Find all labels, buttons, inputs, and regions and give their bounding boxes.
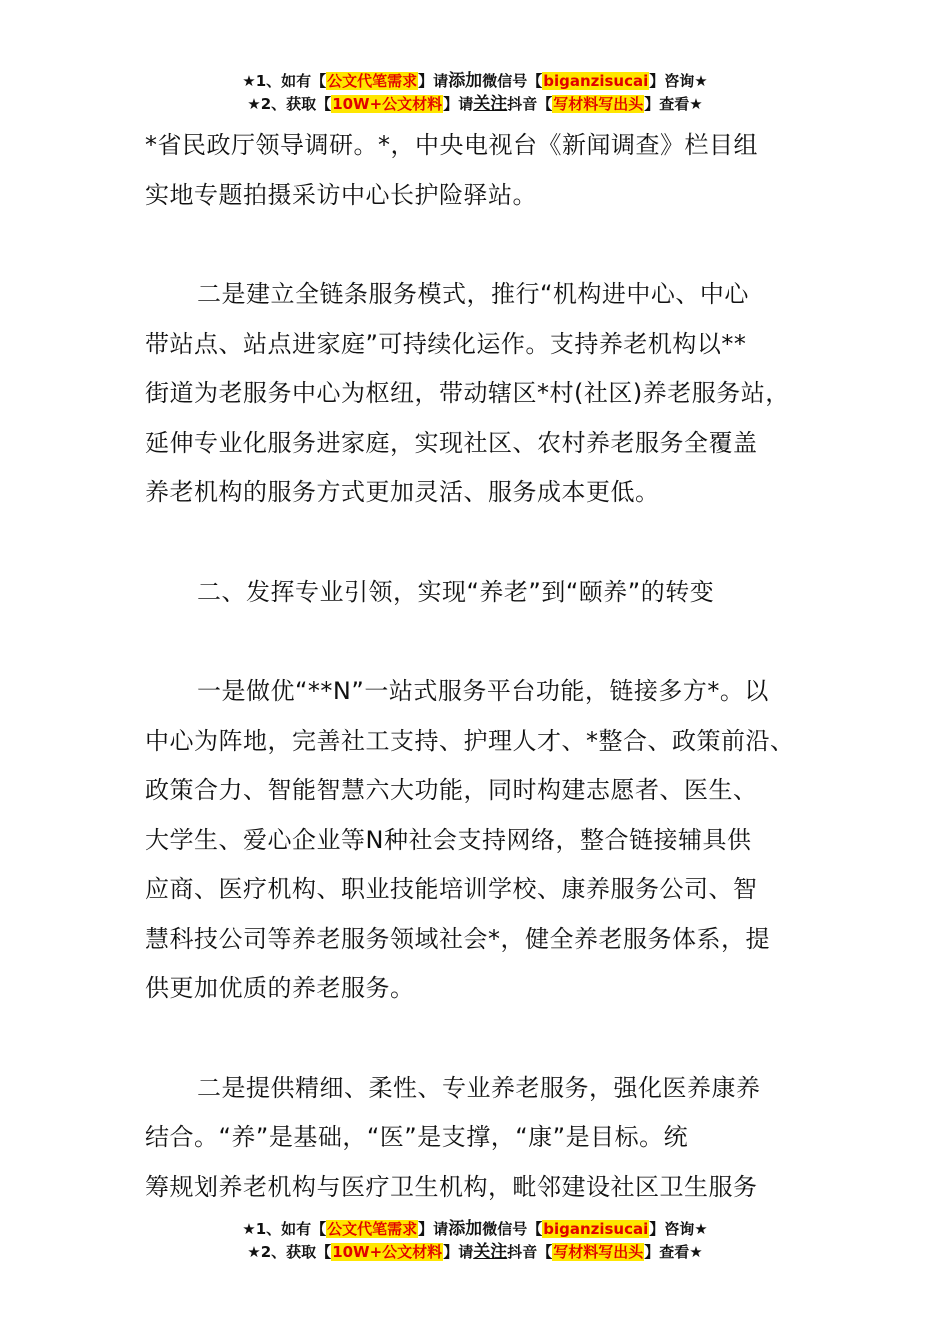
text-line: 筹规划养老机构与医疗卫生机构，毗邻建设社区卫生服务 [145,1172,758,1201]
banner-line-1 [0,1218,950,1241]
banner-text: 微信号【 [482,72,543,90]
top-banner [0,70,950,116]
text-line: 二是建立全链条服务模式，推行“机构进中心、中心 [197,280,749,308]
paragraph-gap [145,1014,825,1064]
banner-text: 】请 [443,1243,474,1261]
banner-text: ★2、获取【 [247,1243,332,1261]
banner-emphasis: 添加 [448,1219,483,1239]
banner-highlight: 10W+公文材料 [332,95,443,113]
text-line: 街道为老服务中心为枢纽，带动辖区*村(社区)养老服务站， [145,379,790,407]
banner-text: ★1、如有【 [242,72,327,90]
banner-text: 】查看★ [644,1243,703,1261]
banner-text: 】咨询★ [649,1220,708,1238]
banner-text: 】请 [418,1220,449,1238]
text-line: 供更加优质的养老服务。 [145,974,415,1002]
bottom-banner [0,1218,950,1264]
paragraph-2 [145,270,825,518]
text-line: 实地专题拍摄采访中心长护险驿站。 [145,180,537,209]
paragraph-3 [145,667,825,1014]
text-line: 一是做优“**N”一站式服务平台功能，链接多方*。以 [197,677,769,705]
banner-line-2 [0,1241,950,1264]
banner-line-2 [0,93,950,116]
section-heading: 二、发挥专业引领，实现“养老”到“颐养”的转变 [197,577,715,606]
paragraph-4 [145,1064,825,1213]
paragraph-1 [145,121,825,220]
text-line: 二是提供精细、柔性、专业养老服务，强化医养康养 [197,1073,761,1102]
banner-line-1 [0,70,950,93]
text-line: 政策合力、智能智慧六大功能，同时构建志愿者、医生、 [145,776,758,804]
text-line: 慧科技公司等养老服务领域社会*，健全养老服务体系，提 [145,924,770,953]
text-line: 结合。“养”是基础，“医”是支撑，“康”是目标。统 [145,1123,689,1151]
banner-text: 】咨询★ [649,72,708,90]
banner-highlight: biganzisucai [543,72,649,90]
text-line: 中心为阵地，完善社工支持、护理人才、*整合、政策前沿、 [145,726,795,755]
paragraph-gap [145,220,825,270]
text-line: 大学生、爱心企业等N种社会支持网络，整合链接辅具供 [145,825,752,854]
banner-text: 】请 [443,95,474,113]
banner-highlight: biganzisucai [543,1220,649,1238]
text-line: *省民政厅领导调研。*，中央电视台《新闻调查》栏目组 [145,131,758,159]
banner-highlight: 写材料写出头 [553,1243,644,1261]
paragraph-gap [145,617,825,667]
banner-emphasis: 关注 [473,94,508,114]
banner-text: 】请 [418,72,449,90]
text-line: 养老机构的服务方式更加灵活、服务成本更低。 [145,478,660,506]
banner-highlight: 公文代笔需求 [327,72,418,90]
text-line: 应商、医疗机构、职业技能培训学校、康养服务公司、智 [145,875,758,903]
banner-text: ★2、获取【 [247,95,332,113]
banner-emphasis: 添加 [448,71,483,91]
banner-highlight: 公文代笔需求 [327,1220,418,1238]
banner-emphasis: 关注 [473,1242,508,1262]
text-line: 带站点、站点进家庭”可持续化运作。支持养老机构以** [145,329,747,358]
document-body [145,121,825,1212]
text-line: 延伸专业化服务进家庭，实现社区、农村养老服务全覆盖 [145,428,758,457]
banner-highlight: 10W+公文材料 [332,1243,443,1261]
banner-text: ★1、如有【 [242,1220,327,1238]
banner-text: 抖音【 [507,95,553,113]
paragraph-gap [145,518,825,568]
banner-text: 】查看★ [644,95,703,113]
banner-highlight: 写材料写出头 [553,95,644,113]
banner-text: 抖音【 [507,1243,553,1261]
banner-text: 微信号【 [482,1220,543,1238]
